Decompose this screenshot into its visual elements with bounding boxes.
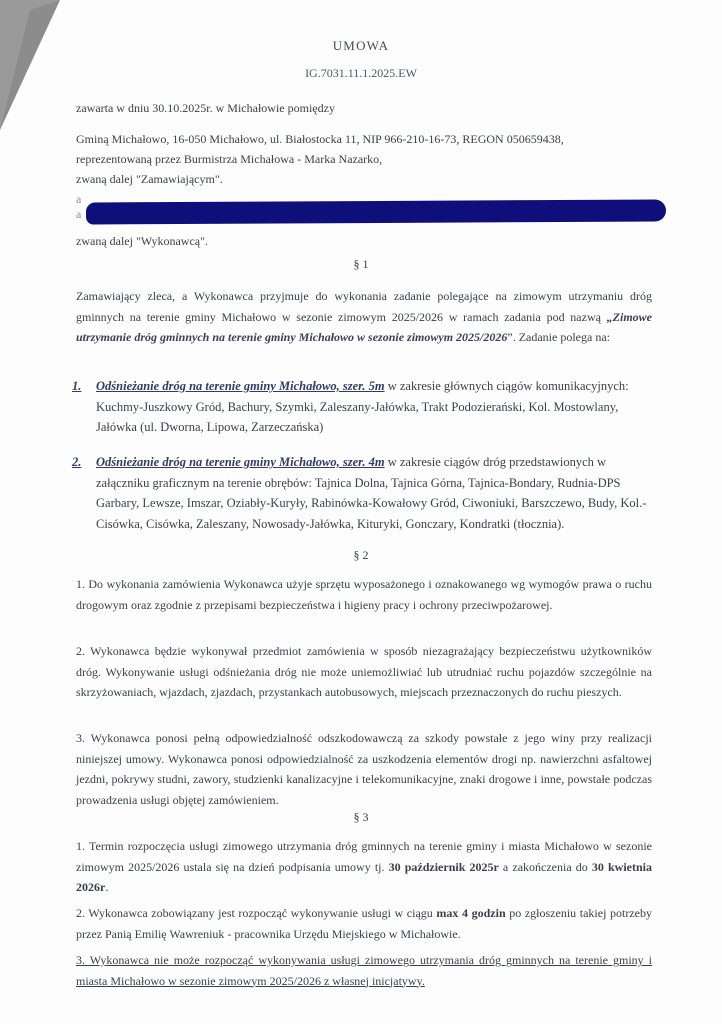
section2-heading: § 2	[353, 548, 369, 562]
section2-paragraph-1: 1. Do wykonania zamówienia Wykonawca użyje sprzętu wyposażonego i oznakowanego wg wymogów prawa o ruchu drogowym oraz zgodnie z przepisami bezpieczeństwa i higieny pracy i ochrony przeciwpożarowej.	[76, 577, 652, 612]
section3-paragraph-3: 3. Wykonawca nie może rozpocząć wykonywania usługi zimowego utrzymania dróg gminnych na terenie gminy i miasta Michałowo w sezonie zimowym 2025/2026 z własnej inicjatywy.	[76, 953, 652, 988]
scope-item-1-number: 1.	[72, 379, 82, 393]
section2-paragraph-2: 2. Wykonawca będzie wykonywał przedmiot zamówienia w sposób niezagrażający bezpieczeństwu użytkowników dróg. Wykonywanie usługi odśnieżania dróg nie może uniemożliwiać lub utrudniać ruchu pojazdów szczególnie na skrzyżowaniach, wjazdach, zjazdach, przystankach autobusowych, miejscach przeznaczonych do ruchu pieszych.	[76, 644, 652, 699]
response-time: max 4 godzin	[436, 906, 506, 920]
section3-paragraph-1	[76, 836, 652, 898]
section3-p1-end: .	[105, 880, 109, 894]
party1-line1: Gminą Michałowo, 16-050 Michałowo, ul. Białostocka 11, NIP 966-210-16-73, REGON 050659438,	[76, 132, 564, 146]
scope-item-2	[72, 452, 656, 534]
start-date: 30 październik 2025r	[388, 859, 499, 874]
section3-p2-end: po zgłoszeniu takiej potrzeby przez Panią Emilię Wawreniuk - pracownika Urzędu Miejskiego w Michałowie.	[76, 906, 653, 941]
scope-item-2-text: w zakresie ciągów dróg przedstawionych w załączniku graficznym na terenie obrębów: Tajnica Dolna, Tajnica Górna, Tajnica-Bondary, Rudnia-DPS Garbary, Lewsze, Imszar, Oziabły-Kuryły, Rabinówka-Kowałowy Gród, Ciwoniuki, Barszczewo, Budy, Kol.- Cisówka, Cisówka, Zaleszany, Nowosady-Jałówka, Kituryki, Gonczary, Kondratki (tłocznia).	[96, 455, 647, 531]
section3-p1-text: 1. Termin rozpoczęcia usługi zimowego utrzymania dróg gminnych na terenie gminy i miasta Michałowo w sezonie zimowym 2025/2026 ustala się na dzień podpisania umowy tj.	[76, 839, 652, 874]
section1-intro	[76, 286, 652, 348]
party1-line3: zwaną dalej "Zamawiającym".	[76, 172, 223, 186]
party1-line2: reprezentowaną przez Burmistrza Michałowa - Marka Nazarko,	[76, 152, 383, 166]
reference-number: IG.7031.11.1.2025.EW	[305, 66, 417, 80]
conjunction-a1: a	[76, 192, 82, 206]
party2-closing: zwaną dalej "Wykonawcą".	[76, 234, 209, 248]
scope-item-1-text: w zakresie głównych ciągów komunikacyjnych: Kuchmy-Juszkowy Gród, Bachury, Szymki, Zaleszany-Jałówka, Trakt Podozierański, Kol. Mostowlany, Jałówka (ul. Dworna, Lipowa, Zarzeczańska)	[96, 379, 629, 434]
task-name: „Zimowe utrzymanie dróg gminnych na terenie gminy Michałowo w sezonie zimowym 2025/2026	[76, 309, 652, 344]
scope-item-2-number: 2.	[72, 455, 82, 469]
redaction-bar	[86, 199, 666, 224]
section3-paragraph-2	[76, 903, 652, 944]
section2-paragraph-3: 3. Wykonawca ponosi pełną odpowiedzialność odszkodowawczą za szkody powstałe z jego winy przy realizacji niniejszej umowy. Wykonawca ponosi odpowiedzialność za uszkodzenia elementów drogi np. nawierzchni asfaltowej jezdni, pokrywy studni, zawory, studzienki kanalizacyjne i telekomunikacyjne, znaki drogowe i inne, powstałe podczas prowadzenia usługi objętej zamówieniem.	[76, 731, 652, 807]
section1-intro-text: Zamawiający zleca, a Wykonawca przyjmuje do wykonania zadanie polegające na zimowym utrzymaniu dróg gminnych na terenie gminy Michałowo w sezonie zimowym 2025/2026 w ramach zadania pod nazwą	[76, 289, 652, 324]
scope-item-1	[72, 376, 656, 438]
end-date: 30 kwietnia 2026r	[76, 859, 653, 894]
section3-p2-text: 2. Wykonawca zobowiązany jest rozpocząć wykonywanie usługi w ciągu	[76, 906, 437, 920]
scope-item-1-title: Odśnieżanie dróg na terenie gminy Michałowo, szer. 5m	[96, 379, 385, 393]
section1-intro-end: ”. Zadanie polega na:	[507, 330, 610, 344]
intro-line: zawarta w dniu 30.10.2025r. w Michałowie pomiędzy	[76, 101, 335, 115]
section1-heading: § 1	[353, 257, 369, 271]
scope-item-2-title: Odśnieżanie dróg na terenie gminy Michałowo, szer. 4m	[96, 455, 385, 469]
document-title: UMOWA	[332, 38, 390, 53]
section3-heading: § 3	[353, 810, 369, 824]
conjunction-a2: a	[76, 207, 82, 221]
section3-p1-mid: a zakończenia do	[498, 859, 592, 874]
